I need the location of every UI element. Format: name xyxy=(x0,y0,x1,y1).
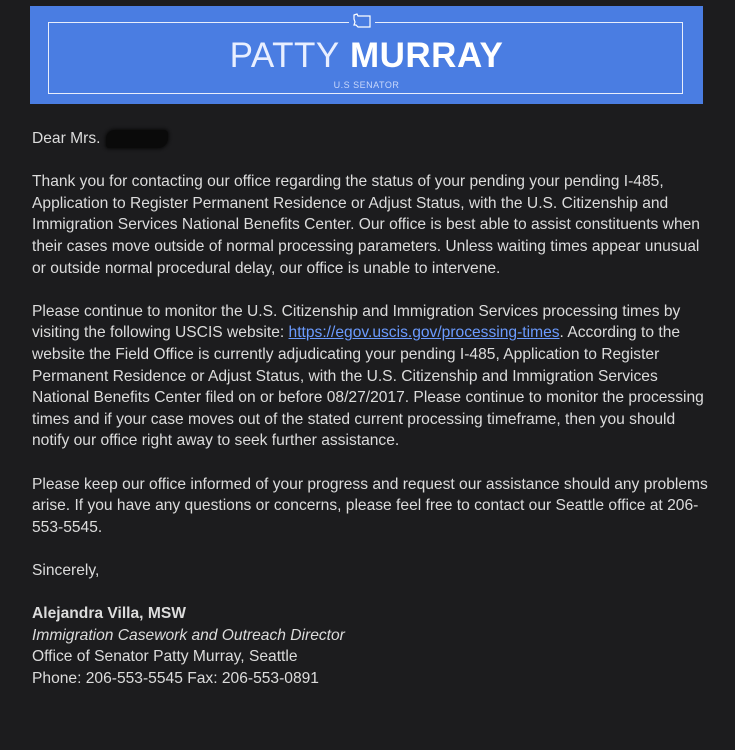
letterhead-banner xyxy=(30,6,703,104)
paragraph-processing-times xyxy=(32,301,712,452)
senator-title: U.S SENATOR xyxy=(333,80,400,90)
paragraph-contact: Please keep our office informed of your progress and request our assistance should any problems arise. If you have any questions or concerns, please feel free to contact our Seattle office at 206-553-5545. xyxy=(32,475,708,536)
senator-name xyxy=(30,36,703,76)
signature-office: Office of Senator Patty Murray, Seattle xyxy=(32,648,298,666)
signature-block xyxy=(32,603,712,689)
washington-state-icon xyxy=(349,11,375,31)
paragraph-processing-text-1: Please continue to monitor the U.S. Citizenship and Immigration Services processing times by visiting the following USCIS website: xyxy=(32,302,681,342)
signature-phone: Phone: 206-553-5545 Fax: 206-553-0891 xyxy=(32,669,319,687)
salutation-text: Dear Mrs. xyxy=(32,130,101,147)
paragraph-processing-text-2: . According to the website the Field Office is currently adjudicating your pending I-485, Application to Register Permanent Residence or Adjust Status, with the U.S. Citizenship and Immigration Services National Benefits Center filed on or before 08/27/2017. Please continue to monitor the processing times and if your case moves out of the stated current processing timeframe, then you should notify our office right away to seek further assistance. xyxy=(32,324,704,450)
letter-body xyxy=(32,128,712,689)
closing: Sincerely, xyxy=(32,561,100,579)
uscis-processing-times-link[interactable]: https://egov.uscis.gov/processing-times xyxy=(288,324,560,342)
paragraph-status: Thank you for contacting our office regarding the status of your pending your pending I-485, Application to Register Permanent Residence or Adjust Status, with the U.S. Citizenship and Immigration Services National Benefits Center. Our office is best able to assist constituents when their cases move outside of normal processing parameters. Unless waiting times appear unusual or outside normal procedural delay, our office is unable to intervene. xyxy=(32,173,700,277)
senator-last-name: MURRAY xyxy=(349,36,504,75)
signature-role: Immigration Casework and Outreach Director xyxy=(32,626,345,644)
signature-name: Alejandra Villa, MSW xyxy=(32,605,186,623)
senator-first-name: PATTY xyxy=(229,36,340,75)
redacted-name xyxy=(106,130,168,148)
salutation xyxy=(32,128,712,150)
